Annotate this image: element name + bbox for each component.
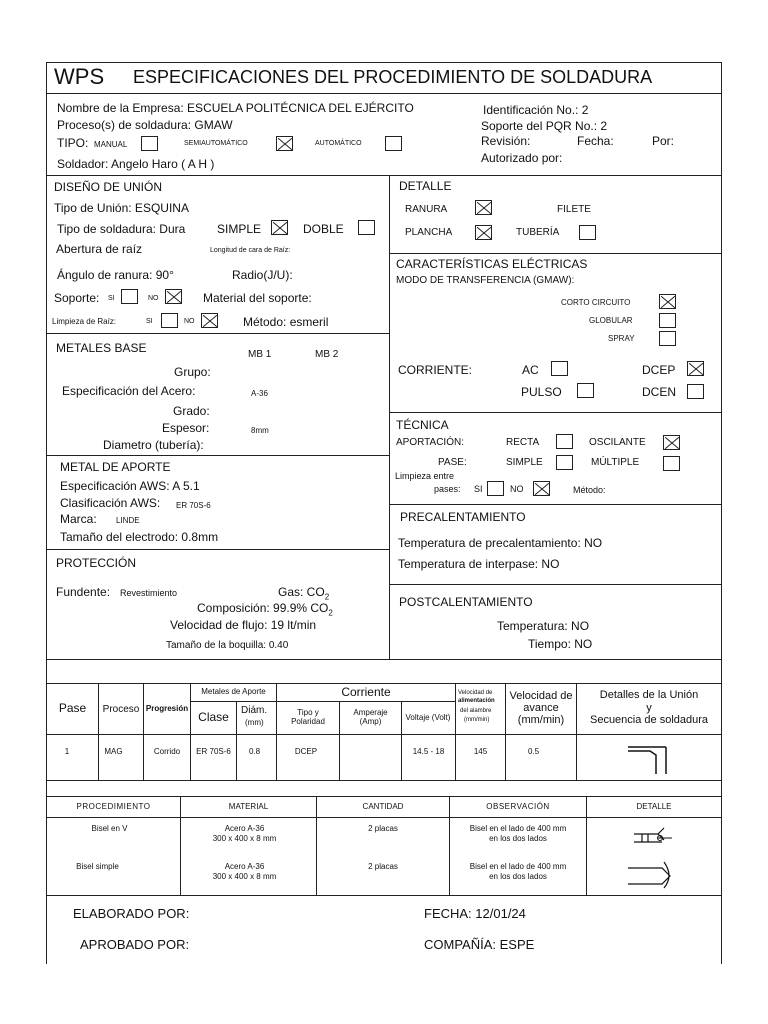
precal-temp: Temperatura de precalentamiento: NO — [398, 536, 603, 550]
semiauto-checkbox[interactable] — [276, 136, 293, 151]
corriente-label: CORRIENTE: — [398, 363, 473, 377]
divider — [389, 584, 722, 585]
diseno-title: DISEÑO DE UNIÓN — [54, 180, 163, 194]
ac-label: AC — [522, 363, 539, 377]
pases-si-label: SI — [474, 484, 483, 494]
divider — [389, 253, 722, 254]
empresa: Nombre de la Empresa: ESCUELA POLITÉCNICA DEL EJÉRCITO — [57, 101, 414, 115]
boquilla: Tamaño de la boquilla: 0.40 — [166, 640, 289, 651]
pases-si-checkbox[interactable] — [487, 481, 504, 496]
especificacion-acero: Especificación del Acero: — [62, 384, 196, 398]
abertura: Abertura de raíz — [56, 242, 143, 256]
footer-fecha: FECHA: 12/01/24 — [424, 906, 526, 921]
doble-label: DOBLE — [303, 222, 344, 236]
mb1-label: MB 1 — [248, 349, 272, 360]
pase-multiple-label: MÚLTIPLE — [591, 457, 640, 468]
th-corriente: Corriente — [341, 684, 391, 699]
revision: Revisión: — [481, 134, 531, 148]
metales-title: METALES BASE — [56, 341, 147, 355]
td2-cant-2: 2 placas — [368, 862, 398, 871]
dcen-checkbox[interactable] — [687, 384, 704, 399]
fecha: Fecha: — [577, 134, 614, 148]
ac-checkbox[interactable] — [551, 361, 568, 376]
th2-cantidad: CANTIDAD — [362, 801, 404, 811]
fundente-label: Fundente: — [56, 585, 111, 599]
elaborado-por: ELABORADO POR: — [73, 906, 190, 921]
manual-label: MANUAL — [94, 140, 128, 149]
limpieza-raiz: Limpieza de Raíz: — [52, 317, 117, 326]
td2-obs1-2: Bisel en el lado de 400 mm — [469, 862, 567, 871]
precal-title: PRECALENTAMIENTO — [400, 510, 526, 524]
outer-right-border — [721, 62, 722, 964]
joint-sequence-icon — [626, 740, 670, 776]
divider — [46, 93, 722, 94]
plancha-checkbox[interactable] — [475, 225, 492, 240]
td2-obs1-1: Bisel en el lado de 400 mm — [469, 824, 567, 833]
pases-label: pases: — [434, 484, 461, 494]
soporte-no-label: NO — [148, 295, 159, 302]
th-progresion: Progresión — [145, 703, 189, 713]
th-detalles-3: Secuencia de soldadura — [589, 714, 709, 726]
th-amperaje: Amperaje (Amp) — [353, 708, 388, 726]
por: Por: — [652, 134, 675, 148]
dcep-label: DCEP — [642, 363, 676, 377]
dcep-checkbox[interactable] — [687, 361, 704, 376]
diametro-label: Diametro (tubería): — [103, 438, 204, 452]
grupo-label: Grupo: — [174, 365, 211, 379]
soporte-si-checkbox[interactable] — [121, 289, 138, 304]
th-proceso: Proceso — [102, 703, 140, 715]
limpieza-no-checkbox[interactable] — [201, 313, 218, 328]
td-proceso: MAG — [104, 746, 123, 756]
th-detalles-2: y — [646, 702, 652, 714]
auto-checkbox[interactable] — [385, 136, 402, 151]
simple-checkbox[interactable] — [271, 220, 288, 235]
th-vel-alim-2: alimentación — [458, 698, 495, 704]
aprobado-por: APROBADO POR: — [80, 937, 190, 952]
gas-label: Gas: CO — [278, 585, 325, 599]
pase-simple-label: SIMPLE — [506, 457, 543, 468]
th-vel-alim-1: Velocidad de — [458, 690, 493, 696]
recta-label: RECTA — [506, 437, 540, 448]
electricas-title: CARACTERÍSTICAS ELÉCTRICAS — [396, 257, 588, 271]
td-diam: 0.8 — [248, 746, 261, 756]
aporte-title: METAL DE APORTE — [60, 460, 171, 474]
semiauto-label: SEMIAUTOMÁTICO — [184, 140, 248, 147]
modo-transferencia: MODO DE TRANSFERENCIA (GMAW): — [396, 275, 575, 286]
ranura-checkbox[interactable] — [475, 200, 492, 215]
th-tipo-polaridad: Tipo y Polaridad — [291, 708, 325, 726]
corto-label: CORTO CIRCUITO — [561, 298, 631, 307]
td-voltaje: 14.5 - 18 — [412, 746, 445, 756]
th2-procedimiento: PROCEDIMIENTO — [76, 801, 151, 811]
th-vel-alim-4: (mm/min) — [464, 717, 490, 723]
pases-no-label: NO — [510, 484, 524, 494]
td2-obs2-2: en los dos lados — [489, 872, 547, 881]
td2-obs2-1: en los dos lados — [489, 834, 547, 843]
precal-interpase: Temperatura de interpase: NO — [398, 557, 560, 571]
postcal-temp: Temperatura: NO — [497, 619, 590, 633]
detalle-title: DETALLE — [399, 179, 452, 193]
simple-label: SIMPLE — [217, 222, 262, 236]
aportacion-label: APORTACIÓN: — [396, 437, 464, 448]
td2-mat2-1: 300 x 400 x 8 mm — [212, 834, 277, 843]
td-amperaje — [340, 735, 401, 769]
td-vel-alim: 145 — [473, 746, 488, 756]
limpieza-si-label: SI — [146, 318, 153, 325]
manual-checkbox[interactable] — [141, 136, 158, 151]
globular-label: GLOBULAR — [589, 316, 633, 325]
th-vel-alim-3: del alambre — [460, 708, 492, 714]
identificacion: Identificación No.: 2 — [483, 103, 589, 117]
th-voltaje: Voltaje (Volt) — [405, 712, 451, 722]
td2-proc-1: Bisel en V — [91, 824, 128, 833]
radio: Radio(J/U): — [232, 268, 293, 282]
aporte-marca: Marca: — [60, 512, 97, 526]
td2-mat2-2: 300 x 400 x 8 mm — [212, 872, 277, 881]
aporte-clasificacion-value: ER 70S-6 — [176, 501, 211, 510]
doble-checkbox[interactable] — [358, 220, 375, 235]
pase-label: PASE: — [438, 457, 467, 468]
globular-checkbox[interactable] — [659, 313, 676, 328]
compania: COMPAÑÍA: ESPE — [424, 937, 535, 952]
wps-code: WPS — [54, 64, 105, 89]
divider — [46, 175, 722, 176]
limpieza-entre-label: Limpieza entre — [395, 471, 455, 481]
fundente-value: Revestimiento — [120, 588, 178, 598]
th-diam-unit: (mm) — [245, 718, 264, 727]
th-vel-avance: Velocidad de avance (mm/min) — [509, 689, 573, 727]
td2-proc-2: Bisel simple — [76, 862, 119, 871]
composicion-label: Composición: 99.9% CO — [197, 601, 329, 615]
velocidad-flujo: Velocidad de flujo: 19 lt/min — [170, 618, 317, 632]
page-title: ESPECIFICACIONES DEL PROCEDIMIENTO DE SOLDADURA — [133, 67, 653, 87]
pulso-label: PULSO — [521, 385, 562, 399]
td2-mat1-2: Acero A-36 — [224, 862, 265, 871]
pases-no-checkbox[interactable] — [533, 481, 550, 496]
divider — [46, 817, 722, 818]
th2-material: MATERIAL — [228, 801, 269, 811]
grado-label: Grado: — [173, 404, 210, 418]
composicion-subscript: 2 — [328, 608, 333, 618]
aporte-especificacion: Especificación AWS: A 5.1 — [60, 479, 200, 493]
spray-checkbox[interactable] — [659, 331, 676, 346]
th-diam: Diám. — [241, 705, 268, 716]
longitud-cara: Longitud de cara de Raíz: — [210, 247, 291, 254]
ranura-label: RANURA — [405, 204, 448, 215]
td-progresion: Corrido — [153, 746, 181, 756]
divider — [46, 455, 390, 456]
tecnica-title: TÉCNICA — [396, 418, 449, 432]
metodo-limpieza: Método: esmeril — [243, 315, 329, 329]
dcen-label: DCEN — [642, 385, 677, 399]
pulso-checkbox[interactable] — [577, 383, 594, 398]
td-tipo: DCEP — [294, 746, 318, 756]
aporte-marca-value: LINDE — [116, 516, 140, 525]
pase-multiple-checkbox[interactable] — [663, 456, 680, 471]
limpieza-no-label: NO — [184, 318, 195, 325]
autorizado: Autorizado por: — [481, 151, 563, 165]
gas — [278, 585, 329, 601]
plancha-label: PLANCHA — [405, 227, 453, 238]
tipo-union: Tipo de Unión: ESQUINA — [54, 201, 189, 215]
th-detalles-1: Detalles de la Unión — [599, 689, 699, 701]
tuberia-checkbox[interactable] — [579, 225, 596, 240]
proteccion-title: PROTECCIÓN — [56, 556, 137, 570]
material-soporte: Material del soporte: — [203, 291, 312, 305]
especificacion-value: A-36 — [251, 389, 268, 398]
proceso: Proceso(s) de soldadura: GMAW — [57, 118, 233, 132]
divider — [389, 412, 722, 413]
espesor-value: 8mm — [251, 426, 269, 435]
corto-checkbox[interactable] — [659, 294, 676, 309]
td-vel-avance: 0.5 — [527, 746, 540, 756]
angulo-ranura: Ángulo de ranura: 90° — [57, 268, 174, 282]
divider — [46, 895, 722, 896]
outer-top-border — [46, 62, 722, 63]
recta-checkbox[interactable] — [556, 434, 573, 449]
th2-detalle: DETALLE — [636, 801, 672, 811]
soporte-pqr: Soporte del PQR No.: 2 — [481, 119, 608, 133]
oscilante-checkbox[interactable] — [663, 435, 680, 450]
td2-cant-1: 2 placas — [368, 824, 398, 833]
auto-label: AUTOMÁTICO — [315, 140, 362, 147]
th-pase: Pase — [58, 701, 87, 716]
soldador: Soldador: Angelo Haro ( A H ) — [57, 157, 215, 171]
filete-label: FILETE — [557, 204, 591, 215]
soporte-no-checkbox[interactable] — [165, 289, 182, 304]
th-metales-aporte: Metales de Aporte — [201, 687, 266, 697]
soporte-si-label: SI — [108, 295, 115, 302]
td-pase: 1 — [64, 746, 70, 756]
postcal-tiempo: Tiempo: NO — [528, 637, 593, 651]
td-clase: ER 70S-6 — [196, 746, 231, 756]
pases-metodo-label: Método: — [573, 485, 606, 495]
gas-subscript: 2 — [324, 592, 330, 602]
aporte-clasificacion: Clasificación AWS: — [60, 496, 161, 510]
tuberia-label: TUBERÍA — [516, 227, 560, 238]
middle-divider — [389, 175, 390, 660]
bisel-v-detail-icon — [630, 820, 676, 852]
composicion — [197, 601, 333, 617]
divider — [389, 504, 722, 505]
td2-mat1-1: Acero A-36 — [224, 824, 265, 833]
divider — [46, 549, 390, 550]
tipo-label: TIPO: — [57, 136, 89, 150]
divider — [46, 780, 722, 781]
postcal-title: POSTCALENTAMIENTO — [399, 595, 533, 609]
aporte-tamano: Tamaño del electrodo: 0.8mm — [60, 530, 219, 544]
spray-label: SPRAY — [608, 334, 635, 343]
mb2-label: MB 2 — [315, 349, 339, 360]
divider — [46, 659, 722, 660]
oscilante-label: OSCILANTE — [589, 437, 646, 448]
pase-simple-checkbox[interactable] — [556, 455, 573, 470]
soporte-label: Soporte: — [54, 291, 100, 305]
bisel-simple-detail-icon — [626, 858, 678, 890]
espesor-label: Espesor: — [162, 421, 210, 435]
tipo-soldadura: Tipo de soldadura: Dura — [57, 222, 186, 236]
divider — [46, 333, 390, 334]
th-clase: Clase — [198, 710, 229, 725]
limpieza-si-checkbox[interactable] — [161, 313, 178, 328]
th2-observacion: OBSERVACIÓN — [486, 801, 550, 811]
